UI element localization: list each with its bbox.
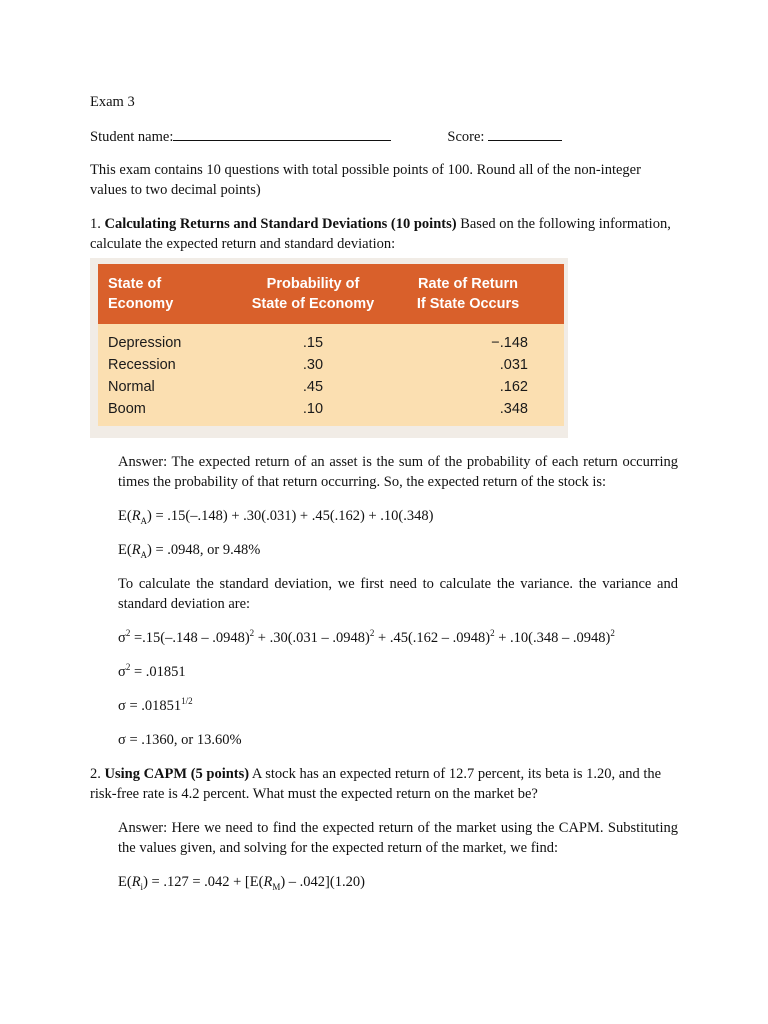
expected-return-result: $E(R_A) = .0948$, or 9.48% — [118, 542, 261, 560]
table-row — [98, 354, 564, 376]
table-row — [98, 332, 564, 354]
score-blank[interactable] — [488, 126, 562, 141]
cell-probability: .30 — [302, 357, 324, 373]
exam-page — [90, 92, 680, 892]
answer-2-text: Answer: Here we need to find the expected return of the market using the CAPM. Substituting the values given, and solving for the expected return of the market, we find: — [118, 820, 678, 856]
variance-result: $\sigma^2 = .01851$ — [118, 662, 186, 680]
question-2-prompt — [90, 764, 680, 804]
question-1-number: 1. — [90, 216, 101, 232]
variance-equation: $\sigma^2 =.15(-.148 - .0948)^2 + .30(.031 - .0948)^2 + .45(.162 - .0948)^2 + .10(.348 - .0948)^2$ — [118, 628, 615, 646]
cell-return: .162 — [499, 379, 528, 395]
states-table — [98, 264, 564, 426]
score-label: Score: — [447, 129, 485, 145]
question-1-answer — [118, 452, 678, 750]
student-info-row — [90, 126, 680, 146]
cell-state: Boom — [108, 401, 146, 417]
question-2-number: 2. — [90, 766, 101, 782]
cell-state: Normal — [108, 379, 155, 395]
table-row — [98, 376, 564, 398]
question-2-text: A stock has an expected return of 12.7 percent, its beta is 1.20, and the risk-free rate is 4.2 percent. What must the expected return on the market be? — [90, 766, 662, 802]
answer-1-text: Answer: The expected return of an asset is the sum of the probability of each return occurring times the probability of that return occurring. So, the expected return of the stock is: — [118, 454, 678, 490]
question-2-answer — [118, 818, 678, 892]
standard-deviation-result: σ = .1360, or 13.60% — [118, 732, 242, 748]
standard-deviation-intro: To calculate the standard deviation, we first need to calculate the variance. the variance and standard deviation are: — [118, 576, 678, 612]
cell-return: .031 — [499, 357, 528, 373]
student-name-label: Student name: — [90, 129, 174, 145]
cell-state: Depression — [108, 335, 182, 351]
cell-return: .348 — [499, 401, 528, 417]
header-return: Rate of Return If State Occurs — [416, 276, 520, 312]
cell-return: −.148 — [491, 335, 528, 351]
exam-instructions: This exam contains 10 questions with total possible points of 100. Round all of the non-integer values to two decimal points) — [90, 162, 641, 198]
expected-return-equation: $E(R_A) = .15(-.148) + .30(.031) + .45(.162) + .10(.348)$ — [118, 508, 434, 526]
states-table-header — [98, 264, 564, 324]
question-1-title: Calculating Returns and Standard Deviations (10 points) — [104, 216, 457, 232]
states-table-body — [98, 324, 564, 426]
question-1-text: Based on the following information, calculate the expected return and standard deviation: — [90, 216, 671, 252]
capm-equation: $E(R_i) = .127 = .042 + [E(R_M) - .042](1.20)$ — [118, 874, 365, 892]
exam-title: Exam 3 — [90, 94, 135, 110]
student-name-blank[interactable] — [173, 126, 391, 141]
cell-probability: .15 — [302, 335, 324, 351]
header-probability: Probability of State of Economy — [251, 276, 375, 312]
question-2-title: Using CAPM (5 points) — [104, 766, 250, 782]
cell-probability: .10 — [302, 401, 324, 417]
cell-state: Recession — [108, 357, 176, 373]
states-table-frame — [90, 258, 568, 438]
question-1-prompt — [90, 214, 680, 254]
table-row — [98, 398, 564, 420]
header-state: State of Economy — [108, 276, 174, 312]
cell-probability: .45 — [302, 379, 324, 395]
standard-deviation-root: $\sigma = .01851^{1/2}$ — [118, 696, 193, 714]
